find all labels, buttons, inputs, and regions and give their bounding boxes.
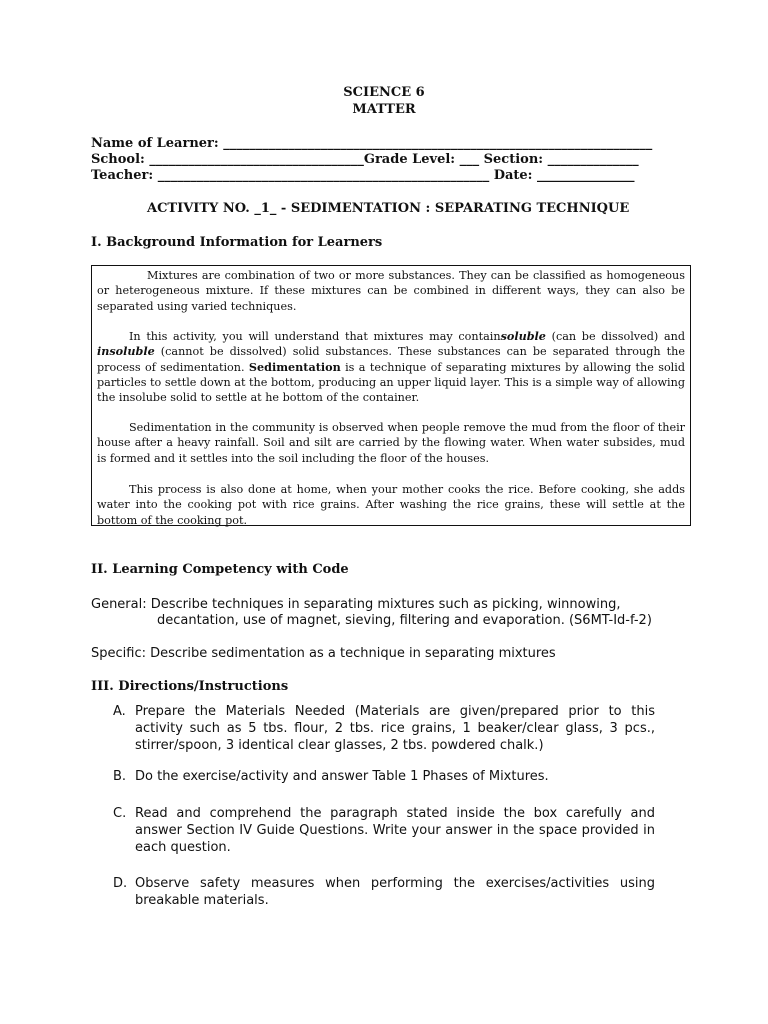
- school-row: School: _________________________________Grade Level: ___ Section: ______________: [91, 152, 639, 167]
- general-competency: [91, 596, 620, 613]
- general-text: Describe techniques in separating mixtures such as picking, winnowing,: [150, 597, 621, 612]
- p2-text-g: is a technique of separating mixtures by allowing the solid particles to settle down at the bottom, producing an upper liquid layer. This is a simple way of allowing the insolube solid to settle at he bottom of the container.: [97, 360, 685, 405]
- p2-soluble: soluble: [500, 329, 546, 343]
- specific-competency: [91, 645, 556, 662]
- item-text: Prepare the Materials Needed (Materials are given/prepared prior to this activity such as 5 tbs. flour, 2 tbs. rice grains, 1 beaker/clear glass, 3 pcs., stirrer/spoon, 3 identical clear glasses, 2 tbs. powdered chalk.): [135, 704, 655, 753]
- teacher-row: Teacher: ___________________________________________________ Date: _______________: [91, 168, 635, 183]
- activity-title: [147, 201, 629, 216]
- item-label: C.: [113, 806, 127, 821]
- section-heading-background: I. Background Information for Learners: [91, 235, 383, 250]
- p2-text-c: (can be dissolved) and: [545, 330, 685, 343]
- direction-item-b: [113, 768, 678, 786]
- general-competency-cont: decantation, use of magnet, sieving, filtering and evaporation. (S6MT-Id-f-2): [157, 613, 652, 628]
- topic-title: MATTER: [352, 102, 416, 117]
- item-label: A.: [113, 704, 126, 719]
- item-label: B.: [113, 769, 127, 784]
- activity-number: _1_: [254, 201, 277, 216]
- p2-text-a: In this activity, you will understand that mixtures may contain: [129, 330, 501, 343]
- p2-insoluble: insoluble: [97, 344, 155, 359]
- item-text: Read and comprehend the paragraph stated inside the box carefully and answer Section IV Guide Questions. Write your answer in the space provided in each question.: [135, 806, 655, 855]
- background-paragraph-4: [97, 482, 685, 528]
- p2-text-e: (cannot be dissolved) solid substances. These substances can be separated through the process of sedimentation.: [97, 345, 685, 374]
- direction-item-c: [113, 805, 678, 857]
- background-paragraph-2: [97, 329, 685, 405]
- direction-item-a: [113, 703, 678, 755]
- section-heading-directions: III. Directions/Instructions: [91, 679, 289, 694]
- paragraph-1-text: Mixtures are combination of two or more substances. They can be classified as homogeneous or heterogeneous mixture. If these mixtures can be combined in different ways, they can also be separated using varied techniques.: [97, 269, 685, 313]
- p2-sedimentation: Sedimentation: [248, 359, 341, 374]
- name-of-learner-row: Name of Learner: __________________________________________________________________: [91, 136, 653, 151]
- subject-title: SCIENCE 6: [343, 85, 425, 100]
- item-text: Do the exercise/activity and answer Table 1 Phases of Mixtures.: [135, 769, 549, 784]
- specific-label: Specific: [91, 646, 142, 661]
- background-paragraph-1: [97, 268, 685, 314]
- activity-prefix: ACTIVITY NO.: [147, 201, 255, 216]
- paragraph-3-text: Sedimentation in the community is observed when people remove the mud from the floor of their house after a heavy rainfall. Soil and silt are carried by the flowing water. When water subsides, mud is formed and it settles into the soil including the floor of the houses.: [97, 421, 685, 465]
- section-heading-competency: II. Learning Competency with Code: [91, 562, 349, 577]
- item-label: D.: [113, 876, 128, 891]
- specific-colon: :: [141, 646, 151, 661]
- direction-item-d: [113, 875, 678, 911]
- general-label: General:: [91, 597, 151, 612]
- specific-text: Describe sedimentation as a technique in separating mixtures: [150, 646, 556, 661]
- background-paragraph-3: [97, 420, 685, 466]
- paragraph-4-text: This process is also done at home, when your mother cooks the rice. Before cooking, she adds water into the cooking pot with rice grains. After washing the rice grains, these will settle at the bottom of the cooking pot.: [97, 483, 685, 527]
- item-text: Observe safety measures when performing the exercises/activities using breakable materials.: [135, 876, 655, 908]
- activity-suffix: - SEDIMENTATION : SEPARATING TECHNIQUE: [276, 201, 630, 216]
